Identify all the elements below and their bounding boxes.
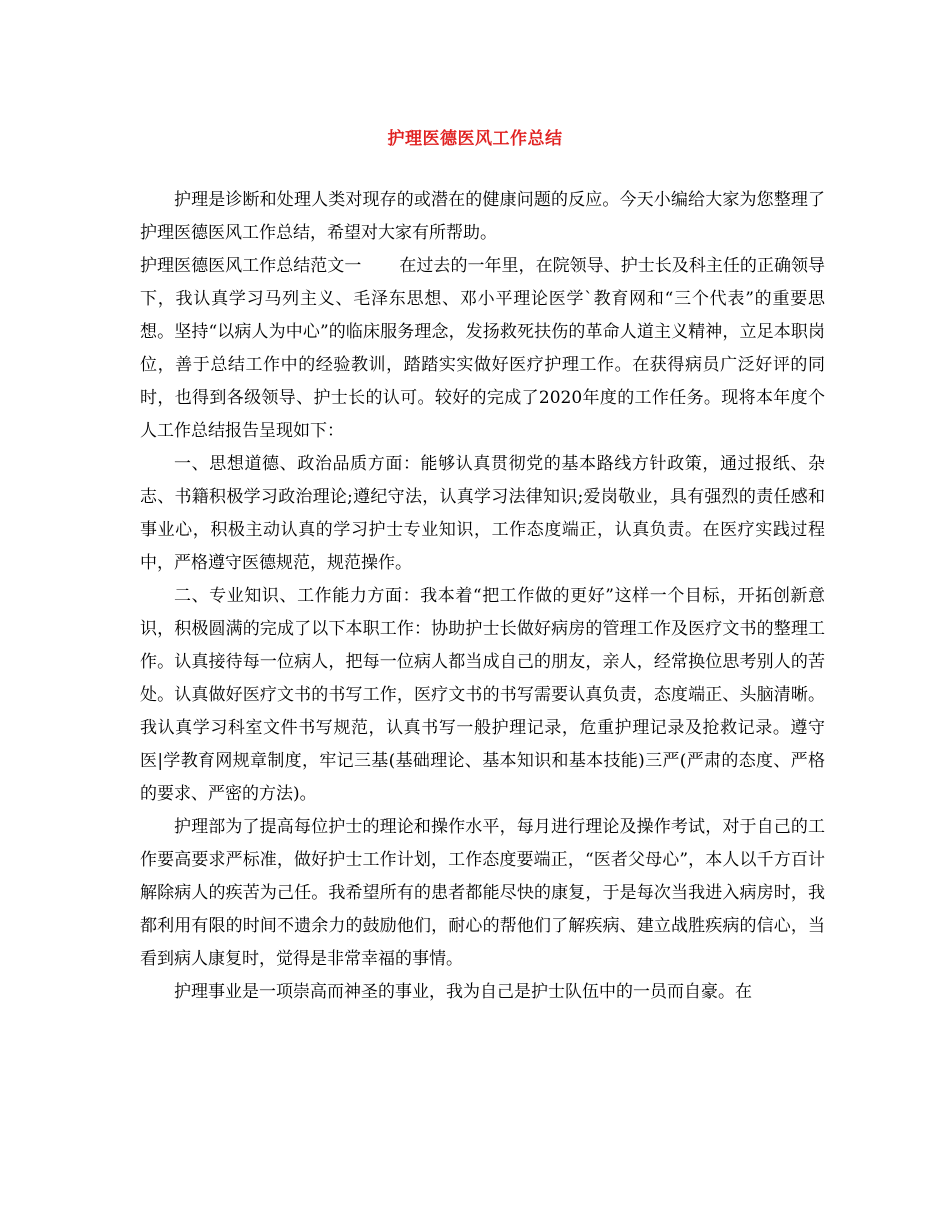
sample-opening: 在过去的一年里，在院领导、护士长及科主任的正确领导下，我认真学习马列主义、毛泽东思想、邓小平理论医学`教育网和“三个代表”的重要思想。坚持“以病人为中心”的临床服务理念，发扬救死扶伤的革命人道主义精神，立足本职岗位，善于总结工作中的经验教训，踏踏实实做好医疗护理工作。在获得病员广泛好评的同时，也得到各级领导、护士长的认可。较好的完成了2020年度的工作任务。现将本年度个人工作总结报告呈现如下： (140, 256, 826, 441)
sample-paragraph (140, 250, 825, 448)
career-paragraph: 护理事业是一项崇高而神圣的事业，我为自己是护士队伍中的一员而自豪。在 (174, 982, 752, 1002)
document-title: 护理医德医风工作总结 (387, 129, 563, 149)
document-body (140, 184, 825, 1009)
intro-paragraph: 护理是诊断和处理人类对现存的或潜在的健康问题的反应。今天小编给大家为您整理了护理医德医风工作总结，希望对大家有所帮助。 (140, 190, 825, 243)
sample-heading: 护理医德医风工作总结范文一 (140, 256, 362, 276)
training-paragraph: 护理部为了提高每位护士的理论和操作水平，每月进行理论及操作考试，对于自己的工作要高要求严标准，做好护士工作计划，工作态度要端正，“医者父母心”，本人以千方百计解除病人的疾苦为己任。我希望所有的患者都能尽快的康复，于是每次当我进入病房时，我都利用有限的时间不遗余力的鼓励他们，耐心的帮他们了解疾病、建立战胜疾病的信心，当看到病人康复时，觉得是非常幸福的事情。 (140, 817, 825, 969)
section-1-paragraph: 一、思想道德、政治品质方面：能够认真贯彻党的基本路线方针政策，通过报纸、杂志、书籍积极学习政治理论;遵纪守法，认真学习法律知识;爱岗敬业，具有强烈的责任感和事业心，积极主动认真的学习护士专业知识，工作态度端正，认真负责。在医疗实践过程中，严格遵守医德规范，规范操作。 (140, 454, 825, 573)
section-2-paragraph: 二、专业知识、工作能力方面：我本着“把工作做的更好”这样一个目标，开拓创新意识，积极圆满的完成了以下本职工作：协助护士长做好病房的管理工作及医疗文书的整理工作。认真接待每一位病人，把每一位病人都当成自己的朋友，亲人，经常换位思考别人的苦处。认真做好医疗文书的书写工作，医疗文书的书写需要认真负责，态度端正、头脑清晰。我认真学习科室文件书写规范，认真书写一般护理记录，危重护理记录及抢救记录。遵守医|学教育网规章制度，牢记三基(基础理论、基本知识和基本技能)三严(严肃的态度、严格的要求、严密的方法)。 (140, 586, 825, 804)
